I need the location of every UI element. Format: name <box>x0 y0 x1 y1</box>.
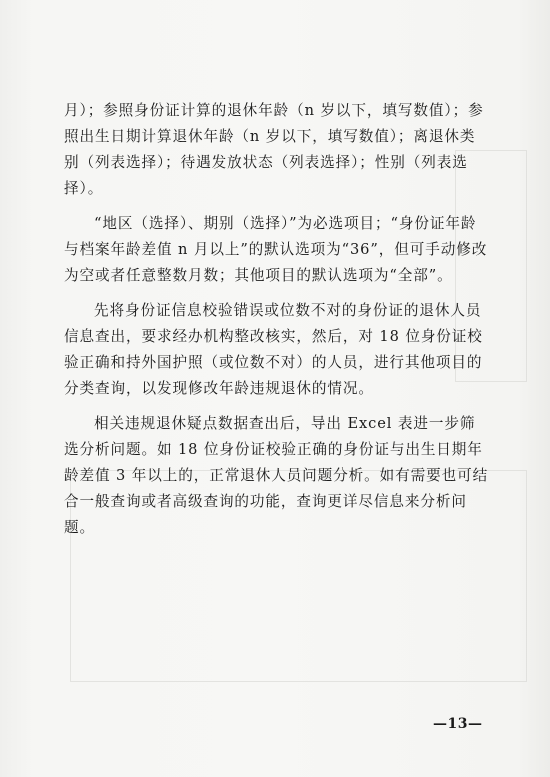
paragraph-1: 月）；参照身份证计算的退休年龄（n 岁以下，填写数值）；参照出生日期计算退休年龄（n 岁以下，填写数值）；离退休类别（列表选择）；待遇发放状态（列表选择）；性别（列表选择）。 <box>64 102 484 197</box>
paragraph-3: 先将身份证信息校验错误或位数不对的身份证的退休人员信息查出，要求经办机构整改核实，然后，对 18 位身份证校验正确和持外国护照（或位数不对）的人员，进行其他项目的分类查询，以发现修改年龄违规退休的情况。 <box>64 302 483 397</box>
paragraph-4: 相关违规退休疑点数据查出后，导出 Excel 表进一步筛选分析问题。如 18 位身份证校验正确的身份证与出生日期年龄差值 3 年以上的，正常退休人员问题分析。如有需要也可结合一般查询或者高级查询的功能，查询更详尽信息来分析问题。 <box>64 415 489 536</box>
page-number: —13— <box>433 716 483 732</box>
document-body <box>64 98 490 550</box>
paragraph-2: “地区（选择）、期别（选择）”为必选项目；“身份证年龄与档案年龄差值 n 月以上”的默认选项为“36”，但可手动修改为空或者任意整数月数；其他项目的默认选项为“全部”。 <box>64 215 488 284</box>
